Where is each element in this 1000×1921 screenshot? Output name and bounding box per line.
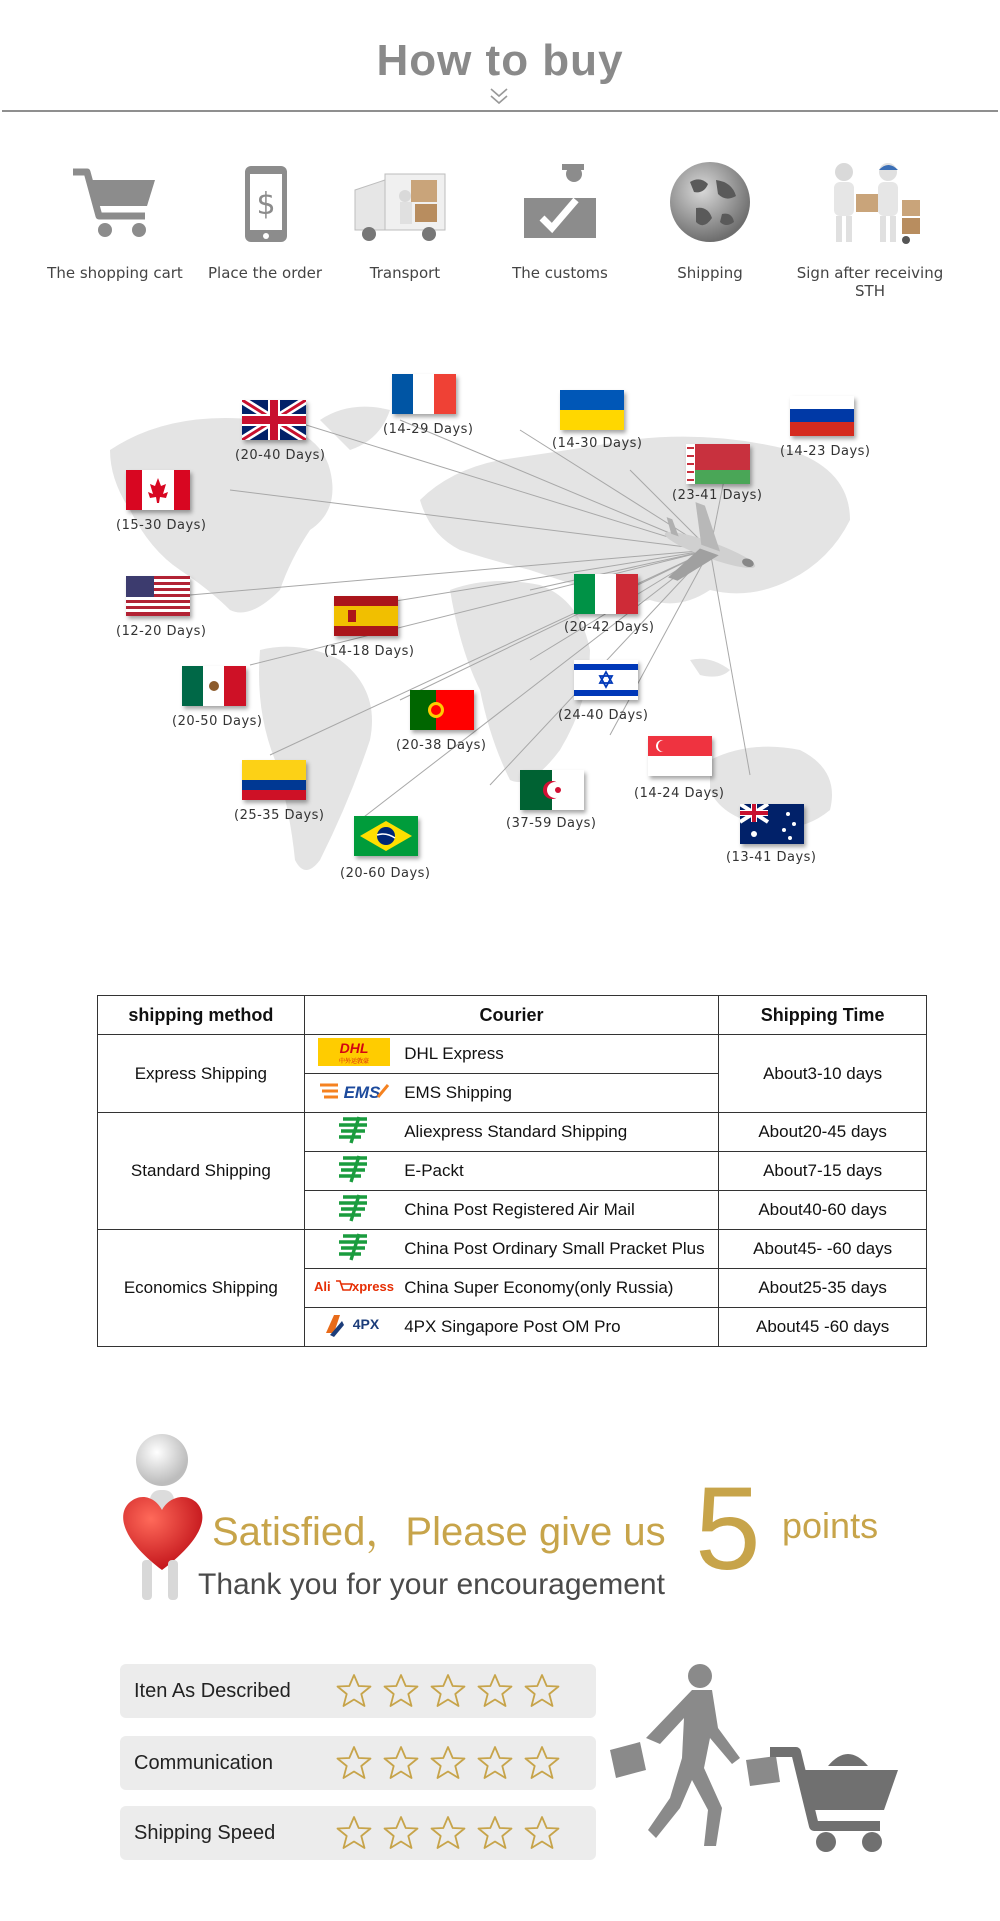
- days-label-france: (14-29 Days): [383, 422, 474, 437]
- double-chevron-down-icon: [488, 86, 510, 106]
- shipping-time: About7-15 days: [719, 1152, 927, 1191]
- star-icon[interactable]: [383, 1745, 419, 1781]
- star-icon[interactable]: [383, 1815, 419, 1851]
- flag-united-kingdom: [242, 400, 306, 440]
- shipping-time: About3-10 days: [719, 1035, 927, 1113]
- days-label-australia: (13-41 Days): [726, 850, 817, 865]
- flag-colombia: [242, 760, 306, 800]
- flag-ukraine: [560, 390, 624, 430]
- delivery-truck-icon: [345, 160, 465, 250]
- customs-officer-icon: [510, 160, 610, 250]
- courier-name: DHL Express: [404, 1035, 719, 1074]
- method-express: Express Shipping: [98, 1035, 305, 1113]
- svg-text:$: $: [256, 187, 276, 222]
- rating-label: Communication: [134, 1752, 273, 1774]
- svg-text:xpress: xpress: [352, 1278, 395, 1294]
- svg-text:中外运敦豪: 中外运敦豪: [339, 1057, 370, 1065]
- days-label-singapore: (14-24 Days): [634, 786, 725, 801]
- days-label-mexico: (20-50 Days): [172, 714, 263, 729]
- days-label-united-kingdom: (20-40 Days): [235, 448, 326, 463]
- shipping-time: About25-35 days: [719, 1269, 927, 1308]
- courier-name: China Post Registered Air Mail: [404, 1191, 719, 1230]
- method-standard: Standard Shipping: [98, 1113, 305, 1230]
- shipping-time: About20-45 days: [719, 1113, 927, 1152]
- courier-name: E-Packt: [404, 1152, 719, 1191]
- china-post-icon: [304, 1152, 404, 1191]
- rating-shipping-speed: [120, 1806, 596, 1860]
- shipping-time: About45 -60 days: [719, 1308, 927, 1347]
- step-shopping-cart: [30, 160, 200, 290]
- days-label-ukraine: (14-30 Days): [552, 436, 643, 451]
- courier-name: China Super Economy(only Russia): [404, 1269, 719, 1308]
- courier-name: Aliexpress Standard Shipping: [404, 1113, 719, 1152]
- step-transport: [320, 160, 490, 290]
- courier-name: EMS Shipping: [404, 1074, 719, 1113]
- satisfied-text: Satisfied，Please give us: [212, 1510, 666, 1554]
- days-label-spain: (14-18 Days): [324, 644, 415, 659]
- header-courier: Courier: [304, 996, 719, 1035]
- flag-france: [392, 374, 456, 414]
- flag-belarus: [686, 444, 750, 484]
- flag-united-states: [126, 576, 190, 616]
- flag-italy: [574, 574, 638, 614]
- star-rating[interactable]: [336, 1673, 576, 1709]
- rating-item-described: [120, 1664, 596, 1718]
- china-post-icon: [304, 1230, 404, 1269]
- step-label: Transport: [369, 264, 441, 282]
- days-label-canada: (15-30 Days): [116, 518, 207, 533]
- step-label: Sign after receiving STH: [796, 264, 944, 300]
- points-text: points: [782, 1505, 879, 1546]
- aliexpress-logo: [304, 1269, 404, 1308]
- 4px-logo: [304, 1308, 404, 1347]
- days-label-russia: (14-23 Days): [780, 444, 871, 459]
- star-icon[interactable]: [524, 1673, 560, 1709]
- star-icon[interactable]: [430, 1673, 466, 1709]
- star-icon[interactable]: [524, 1745, 560, 1781]
- star-rating[interactable]: [336, 1815, 576, 1851]
- flag-australia: [740, 804, 804, 844]
- star-icon[interactable]: [383, 1673, 419, 1709]
- flag-canada: [126, 470, 190, 510]
- header-shipping-time: Shipping Time: [719, 996, 927, 1035]
- star-icon[interactable]: [430, 1815, 466, 1851]
- smartphone-dollar-icon: [215, 160, 315, 250]
- rating-label: Shipping Speed: [134, 1822, 276, 1844]
- thank-you-text: Thank you for your encouragement: [198, 1568, 665, 1601]
- shipping-methods-table: [97, 995, 927, 1347]
- svg-text:DHL: DHL: [340, 1039, 369, 1056]
- world-shipping-map: [90, 360, 940, 900]
- star-icon[interactable]: [336, 1745, 372, 1781]
- star-icon[interactable]: [524, 1815, 560, 1851]
- shipping-time: About45- -60 days: [719, 1230, 927, 1269]
- method-economics: Economics Shipping: [98, 1230, 305, 1347]
- rating-label: Iten As Described: [134, 1680, 291, 1702]
- star-icon[interactable]: [477, 1673, 513, 1709]
- page-title: How to buy: [376, 36, 624, 85]
- header-divider: [2, 110, 998, 112]
- flag-mexico: [182, 666, 246, 706]
- step-label: Place the order: [207, 264, 323, 282]
- rating-communication: [120, 1736, 596, 1790]
- svg-text:4PX: 4PX: [353, 1315, 380, 1332]
- days-label-belarus: (23-41 Days): [672, 488, 763, 503]
- globe-icon: [660, 160, 760, 250]
- flag-portugal: [410, 690, 474, 730]
- step-customs: [475, 160, 645, 290]
- step-sign-receiving: [785, 160, 955, 300]
- days-label-israel: (24-40 Days): [558, 708, 649, 723]
- days-label-algeria: (37-59 Days): [506, 816, 597, 831]
- flag-algeria: [520, 770, 584, 810]
- svg-text:Ali: Ali: [314, 1278, 332, 1294]
- step-shipping: [625, 160, 795, 290]
- table-header-row: [98, 996, 927, 1035]
- ems-logo: [304, 1074, 404, 1113]
- star-icon[interactable]: [336, 1673, 372, 1709]
- step-label: The customs: [512, 264, 608, 282]
- dhl-logo: [304, 1035, 404, 1074]
- how-to-buy-header: [0, 0, 1000, 112]
- days-label-italy: (20-42 Days): [564, 620, 655, 635]
- flag-brazil: [354, 816, 418, 856]
- table-row: [98, 1035, 927, 1074]
- days-label-colombia: (25-35 Days): [234, 808, 325, 823]
- courier-name: 4PX Singapore Post OM Pro: [404, 1308, 719, 1347]
- courier-handover-icon: [810, 160, 930, 250]
- star-icon[interactable]: [477, 1815, 513, 1851]
- heart-figure-icon: [112, 1430, 212, 1610]
- china-post-icon: [304, 1191, 404, 1230]
- table-row: [98, 1230, 927, 1269]
- courier-name: China Post Ordinary Small Pracket Plus: [404, 1230, 719, 1269]
- flag-israel: [574, 660, 638, 700]
- days-label-united-states: (12-20 Days): [116, 624, 207, 639]
- table-row: [98, 1113, 927, 1152]
- svg-text:EMS: EMS: [344, 1082, 381, 1102]
- flag-spain: [334, 596, 398, 636]
- shipping-time: About40-60 days: [719, 1191, 927, 1230]
- step-label: Shipping: [677, 264, 743, 282]
- star-icon[interactable]: [430, 1745, 466, 1781]
- days-label-portugal: (20-38 Days): [396, 738, 487, 753]
- five-points-number: 5: [695, 1463, 761, 1595]
- shopper-with-cart-icon: [600, 1658, 900, 1858]
- china-post-icon: [304, 1113, 404, 1152]
- days-label-brazil: (20-60 Days): [340, 866, 431, 881]
- flag-singapore: [648, 736, 712, 776]
- star-icon[interactable]: [477, 1745, 513, 1781]
- star-icon[interactable]: [336, 1815, 372, 1851]
- flag-russia: [790, 396, 854, 436]
- star-rating[interactable]: [336, 1745, 576, 1781]
- purchase-steps: [30, 160, 970, 300]
- header-shipping-method: shipping method: [98, 996, 305, 1035]
- shopping-cart-icon: [65, 160, 165, 250]
- step-label: The shopping cart: [47, 264, 183, 282]
